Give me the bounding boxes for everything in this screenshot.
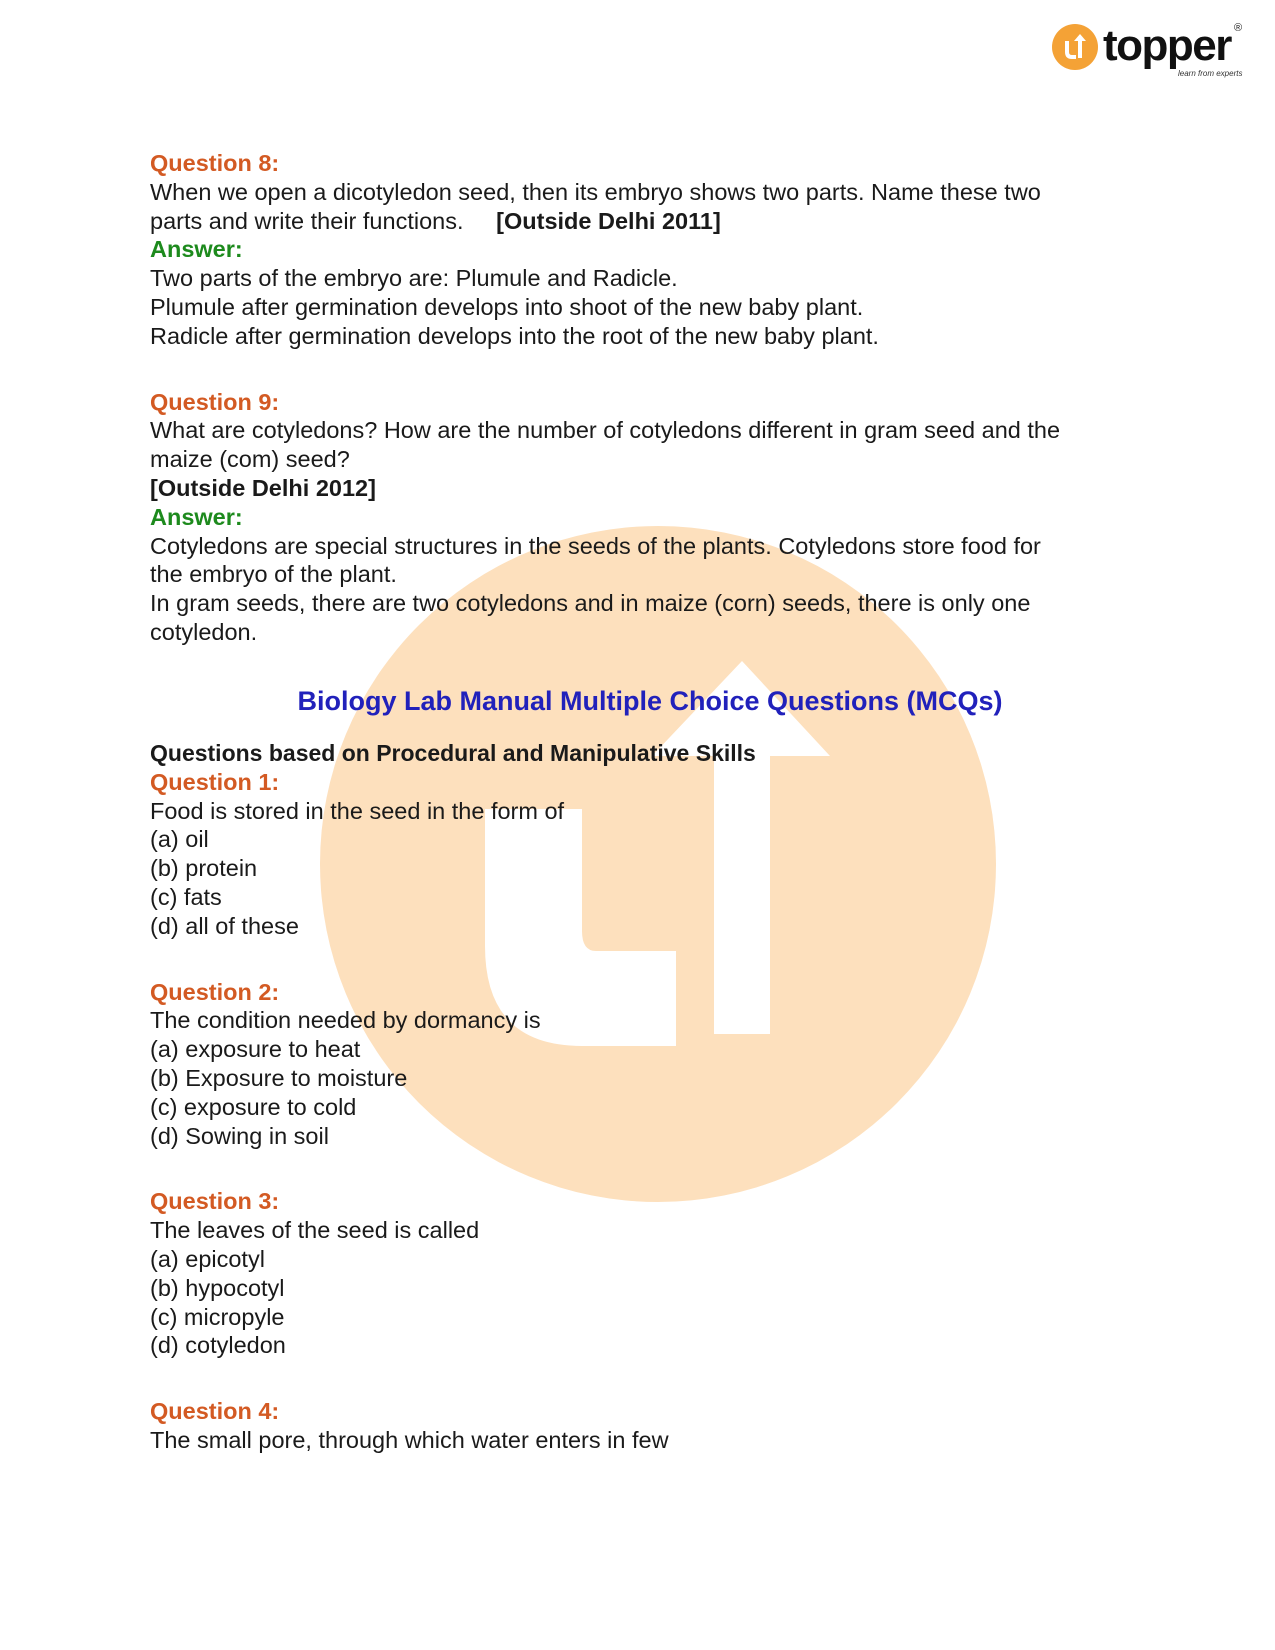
- mcq-option: (b) hypocotyl: [150, 1274, 285, 1301]
- registered-mark: ®: [1234, 22, 1243, 34]
- answer-line: Plumule after germination develops into shoot of the new baby plant.: [150, 293, 864, 320]
- mcq-heading: Question 2:: [150, 978, 280, 1005]
- mcq-heading: Question 4:: [150, 1398, 280, 1425]
- question-heading: Question 8:: [150, 150, 280, 176]
- logo-circle-icon: [1052, 24, 1098, 70]
- question-heading: Question 9:: [150, 388, 280, 415]
- logo-wordmark: topper: [1103, 21, 1231, 70]
- mcq-question: The condition needed by dormancy is: [150, 1007, 541, 1034]
- mcq-option: (b) Exposure to moisture: [150, 1064, 408, 1091]
- topper-logo[interactable]: [1052, 22, 1252, 82]
- exam-reference: [Outside Delhi 2011]: [496, 207, 721, 234]
- mcq-heading: Question 3:: [150, 1188, 280, 1215]
- section-title: Biology Lab Manual Multiple Choice Questions (MCQs): [297, 685, 1003, 716]
- answer-line: Cotyledons are special structures in the seeds of the plants. Cotyledons store food for: [150, 532, 1041, 559]
- mcq-option: (b) protein: [150, 855, 258, 882]
- mcq-option: (a) epicotyl: [150, 1245, 265, 1272]
- logo-tagline: learn from experts: [1178, 69, 1243, 78]
- answer-label: Answer:: [150, 236, 243, 263]
- section-subheading: Questions based on Procedural and Manipulative Skills: [150, 739, 756, 766]
- document-body: [150, 149, 1150, 1455]
- u-arrow-icon: [1052, 24, 1098, 70]
- mcq-heading: Question 1:: [150, 768, 280, 795]
- answer-line: Two parts of the embryo are: Plumule and Radicle.: [150, 265, 678, 292]
- question-text-part: parts and write their functions.: [150, 207, 464, 234]
- mcq-option: (d) all of these: [150, 912, 299, 939]
- question-text: What are cotyledons? How are the number of cotyledons different in gram seed and the: [150, 417, 1061, 444]
- mcq-option: (a) exposure to heat: [150, 1036, 361, 1063]
- question-text: maize (com) seed?: [150, 446, 350, 473]
- question-text: [150, 207, 1150, 236]
- mcq-option: (c) micropyle: [150, 1303, 285, 1330]
- answer-label: Answer:: [150, 503, 243, 530]
- answer-line: In gram seeds, there are two cotyledons and in maize (corn) seeds, there is only one: [150, 590, 1031, 617]
- exam-reference: [Outside Delhi 2012]: [150, 474, 376, 501]
- mcq-question: The leaves of the seed is called: [150, 1217, 480, 1244]
- question-text: When we open a dicotyledon seed, then its embryo shows two parts. Name these two: [150, 178, 1041, 205]
- mcq-question: Food is stored in the seed in the form of: [150, 797, 565, 824]
- mcq-option: (c) fats: [150, 883, 222, 910]
- answer-line: Radicle after germination develops into the root of the new baby plant.: [150, 322, 879, 349]
- mcq-option: (d) Sowing in soil: [150, 1122, 329, 1149]
- mcq-option: (d) cotyledon: [150, 1332, 286, 1359]
- answer-line: cotyledon.: [150, 618, 258, 645]
- mcq-option: (a) oil: [150, 826, 209, 853]
- answer-line: the embryo of the plant.: [150, 561, 397, 588]
- mcq-option: (c) exposure to cold: [150, 1093, 357, 1120]
- mcq-question: The small pore, through which water enters in few: [150, 1426, 669, 1453]
